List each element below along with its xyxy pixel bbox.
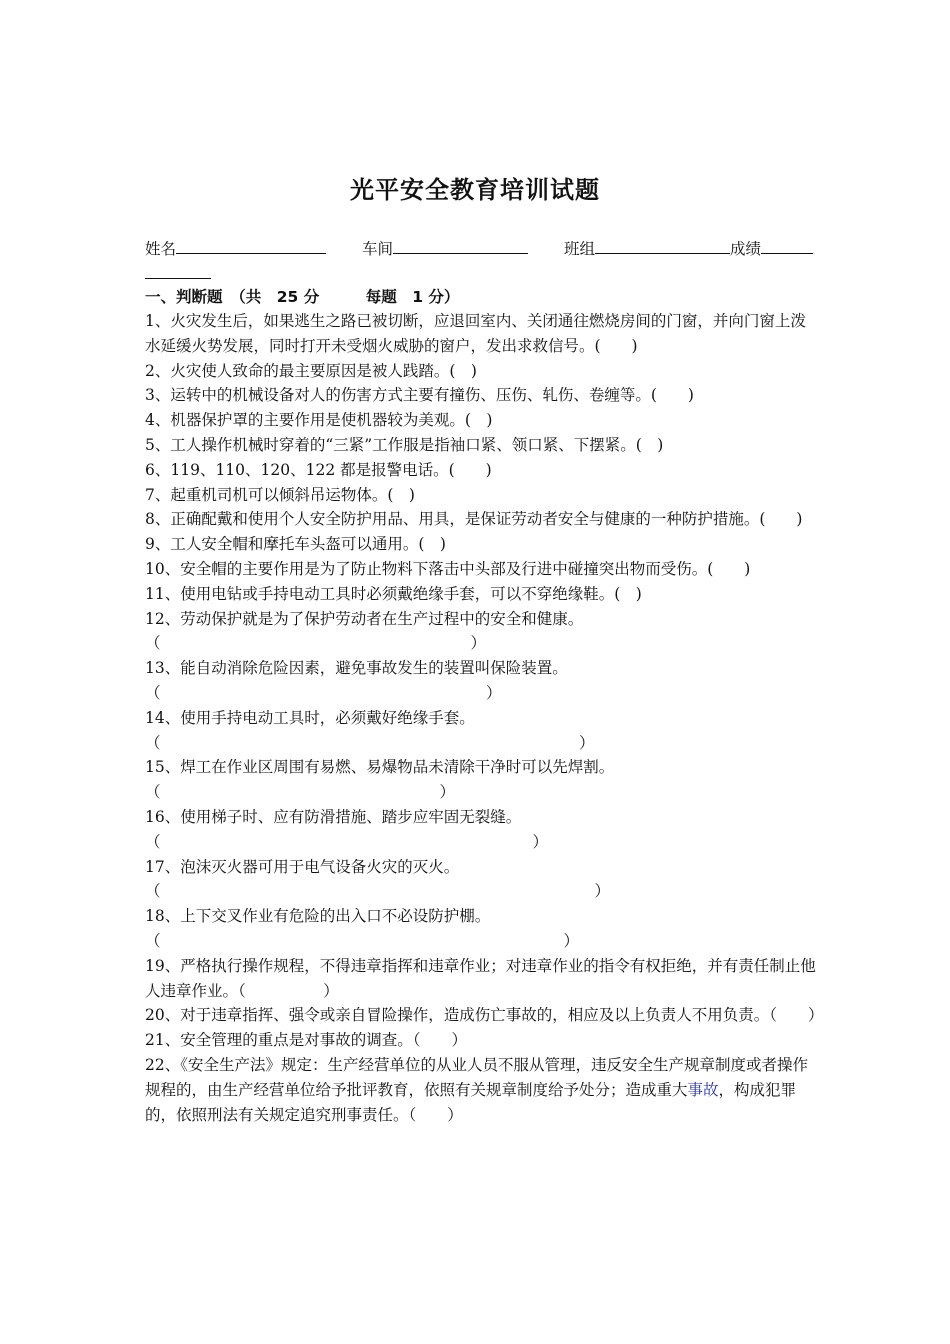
question-item: 21、安全管理的重点是对事故的调查。（ ） xyxy=(145,1031,467,1050)
question-item: 15、焊工在作业区周围有易燃、易爆物品未清除干净时可以先焊割。（ ） xyxy=(145,758,615,802)
question-item: 14、使用手持电动工具时，必须戴好绝缘手套。（ ） xyxy=(145,708,595,752)
score-field-continued[interactable] xyxy=(145,261,211,279)
question-22-text-before: 22、《安全生产法》规定：生产经营单位的从业人员不服从管理，违反安全生产规章制度或者操作规程的，由生产经营单位给予批评教育，依照有关规章制度给予处分；造成重大 xyxy=(145,1055,808,1099)
team-field[interactable] xyxy=(595,236,730,254)
question-item: 2、火灾使人致命的最主要原因是被人践踏。( ) xyxy=(145,361,477,380)
question-item: 12、劳动保护就是为了保护劳动者在生产过程中的安全和健康。（ ） xyxy=(145,609,584,653)
question-item: 17、泡沫灭火器可用于电气设备火灾的灭火。（ ） xyxy=(145,857,611,901)
question-item: 19、严格执行操作规程，不得违章指挥和违章作业；对违章作业的指令有权拒绝，并有责任制止他人违章作业。（ ） xyxy=(145,956,816,1000)
question-item: 11、使用电钻或手持电动工具时必须戴绝缘手套，可以不穿绝缘鞋。( ) xyxy=(145,584,642,603)
accident-link[interactable]: 事故 xyxy=(687,1080,719,1099)
question-item: 1、火灾发生后，如果逃生之路已被切断，应退回室内、关闭通往燃烧房间的门窗，并向门窗上泼水延缓火势发展，同时打开未受烟火威胁的窗户，发出求救信号。( ) xyxy=(145,312,806,355)
section-heading: 一、判断题 （共 25 分 每题 1 分） xyxy=(145,288,460,306)
question-list xyxy=(145,309,824,1127)
score-label: 成绩 xyxy=(730,240,762,258)
page-title: 光平安全教育培训试题 xyxy=(350,176,600,204)
question-item: 8、正确配戴和使用个人安全防护用品、用具，是保证劳动者安全与健康的一种防护措施。( ) xyxy=(145,510,803,529)
question-item: 20、对于违章指挥、强令或亲自冒险操作，造成伤亡事故的，相应及以上负责人不用负责。（ ） xyxy=(145,1006,824,1025)
question-item: 6、119、110、120、122 都是报警电话。( ) xyxy=(145,460,492,479)
question-item: 16、使用梯子时、应有防滑措施、踏步应牢固无裂缝。（ ） xyxy=(145,807,549,851)
question-item: 3、运转中的机械设备对人的伤害方式主要有撞伤、压伤、轧伤、卷缠等。( ) xyxy=(145,386,694,405)
workshop-field[interactable] xyxy=(393,236,528,254)
name-label: 姓名 xyxy=(145,240,177,258)
student-info-block xyxy=(145,236,815,286)
question-item: 5、工人操作机械时穿着的“三紧”工作服是指袖口紧、领口紧、下摆紧。( ) xyxy=(145,435,664,454)
question-item-22 xyxy=(145,1053,817,1127)
team-label: 班组 xyxy=(564,240,596,258)
score-field[interactable] xyxy=(761,236,813,254)
question-item: 9、工人安全帽和摩托车头盔可以通用。( ) xyxy=(145,535,446,554)
name-field[interactable] xyxy=(176,236,326,254)
question-item: 13、能自动消除危险因素，避免事故发生的装置叫保险装置。（ ） xyxy=(145,659,568,702)
question-item: 18、上下交叉作业有危险的出入口不必设防护棚。（ ） xyxy=(145,907,580,950)
question-item: 10、安全帽的主要作用是为了防止物料下落击中头部及行进中碰撞突出物而受伤。( ) xyxy=(145,559,751,578)
question-22-text-after: ，构成犯罪的，依照刑法有关规定追究刑事责任。（ ） xyxy=(145,1080,797,1124)
question-item: 7、起重机司机可以倾斜吊运物体。( ) xyxy=(145,485,415,504)
workshop-label: 车间 xyxy=(362,240,394,258)
question-item: 4、机器保护罩的主要作用是使机器较为美观。( ) xyxy=(145,411,493,430)
